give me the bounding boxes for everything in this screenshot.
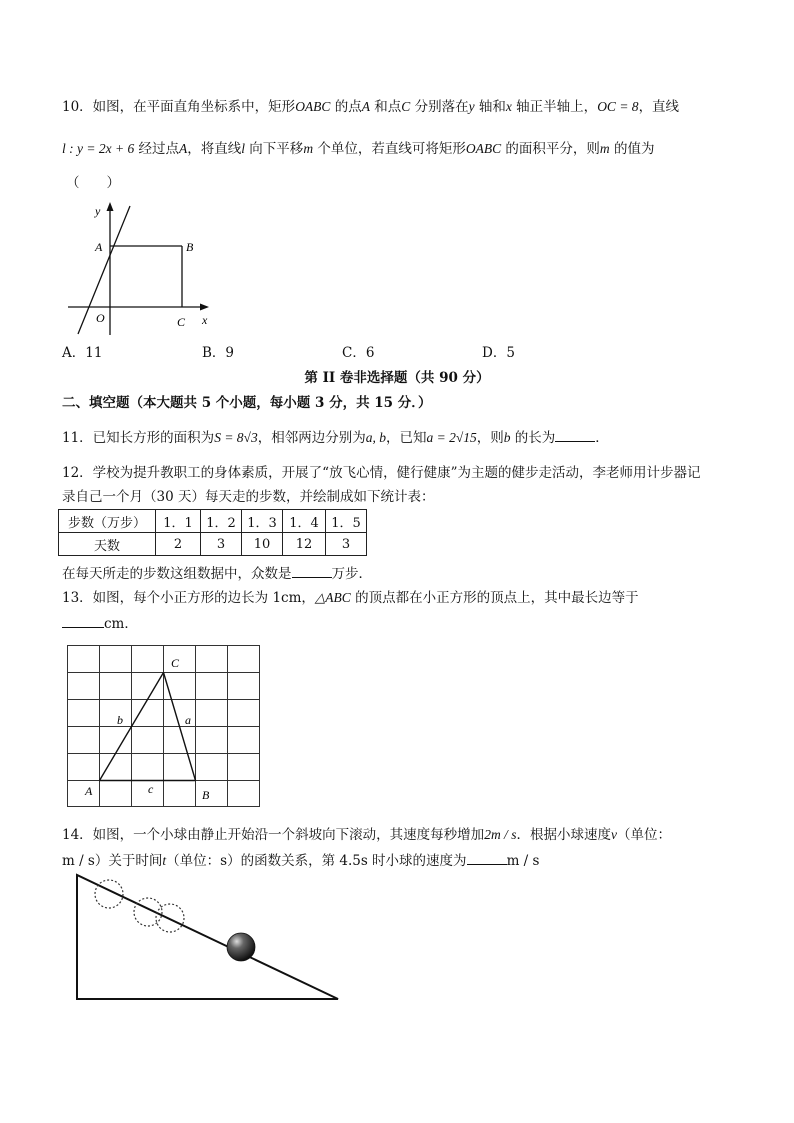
q10-option-b[interactable]: B．9 bbox=[202, 345, 235, 361]
q12-after: 在每天所走的步数这组数据中，众数是 万步． bbox=[62, 566, 372, 582]
point-b-label: B bbox=[186, 240, 194, 254]
point-c-label: C bbox=[177, 315, 186, 329]
table-cell: 2 bbox=[156, 533, 201, 556]
q10-option-a[interactable]: A．11 bbox=[62, 345, 103, 361]
q10-coordinate-figure bbox=[60, 200, 220, 340]
q12-line2: 录自己一个月（30 天）每天走的步数，并绘制成如下统计表： bbox=[62, 489, 435, 505]
table-header-steps: 步数（万步） bbox=[59, 510, 156, 533]
side-b-label: b bbox=[117, 713, 123, 727]
table-cell: 1．2 bbox=[201, 510, 242, 533]
ball bbox=[227, 933, 255, 961]
table-cell: 1．5 bbox=[326, 510, 367, 533]
q12-line1: 12．学校为提升教职工的身体素质，开展了“放飞心情，健行健康”为主题的健步走活动，李老师用计步器记 bbox=[62, 465, 701, 481]
q10-line2: l : y = 2x + 6 经过点A，将直线l 向下平移m 个单位，若直线可将矩形OABC 的面积平分，则m 的值为 bbox=[62, 141, 655, 157]
y-axis-label: y bbox=[95, 204, 101, 218]
q14-slope-figure bbox=[72, 875, 342, 1005]
q12-answer-blank[interactable] bbox=[292, 564, 332, 578]
point-a-label: A bbox=[95, 240, 103, 254]
q10-line1: 10．如图，在平面直角坐标系中，矩形OABC 的点A 和点C 分别落在y 轴和x 轴正半轴上，OC = 8，直线 bbox=[62, 99, 680, 115]
q14-line2: m / s）关于时间t（单位：s）的函数关系，第 4.5s 时小球的速度为 m / s bbox=[62, 853, 540, 869]
q11-answer-blank[interactable] bbox=[555, 428, 595, 442]
origin-label: O bbox=[96, 311, 105, 325]
table-cell: 3 bbox=[326, 533, 367, 556]
table-cell: 3 bbox=[201, 533, 242, 556]
q14-answer-blank[interactable] bbox=[467, 851, 507, 865]
table-cell: 1．1 bbox=[156, 510, 201, 533]
q13-line2: cm． bbox=[62, 614, 138, 633]
q14-line1: 14．如图，一个小球由静止开始沿一个斜坡向下滚动，其速度每秒增加2m / s．根据小球速度v（单位： bbox=[62, 827, 671, 843]
side-a-label: a bbox=[185, 713, 191, 727]
table-cell: 10 bbox=[242, 533, 283, 556]
vertex-b-label: B bbox=[202, 788, 210, 802]
side-c-label: c bbox=[148, 782, 154, 796]
section-title: 第 II 卷非选择题（共 90 分） bbox=[304, 370, 490, 386]
q10-answer-paren: （ ） bbox=[66, 175, 120, 191]
q10-option-d[interactable]: D．5 bbox=[482, 345, 515, 361]
table-row bbox=[59, 533, 367, 556]
q10-option-c[interactable]: C．6 bbox=[342, 345, 375, 361]
slope-triangle bbox=[77, 875, 338, 999]
x-axis-label: x bbox=[202, 313, 208, 327]
vertex-a-label: A bbox=[85, 784, 93, 798]
table-row bbox=[59, 510, 367, 533]
table-cell: 12 bbox=[283, 533, 326, 556]
table-cell: 1．4 bbox=[283, 510, 326, 533]
q12-stats-table bbox=[58, 509, 367, 556]
part2-title: 二、填空题（本大题共 5 个小题，每小题 3 分，共 15 分．） bbox=[62, 395, 432, 411]
q13-grid-figure bbox=[67, 645, 263, 809]
table-cell: 1．3 bbox=[242, 510, 283, 533]
q13-line1: 13．如图，每个小正方形的边长为 1cm，△ABC 的顶点都在小正方形的顶点上，其中最长边等于 bbox=[62, 590, 639, 606]
q11-text: 11．已知长方形的面积为S = 8√3，相邻两边分别为a, b，已知a = 2√15，则b 的长为 ． bbox=[62, 430, 609, 446]
table-header-days: 天数 bbox=[59, 533, 156, 556]
q13-answer-blank[interactable] bbox=[62, 614, 104, 628]
vertex-c-label: C bbox=[171, 656, 180, 670]
